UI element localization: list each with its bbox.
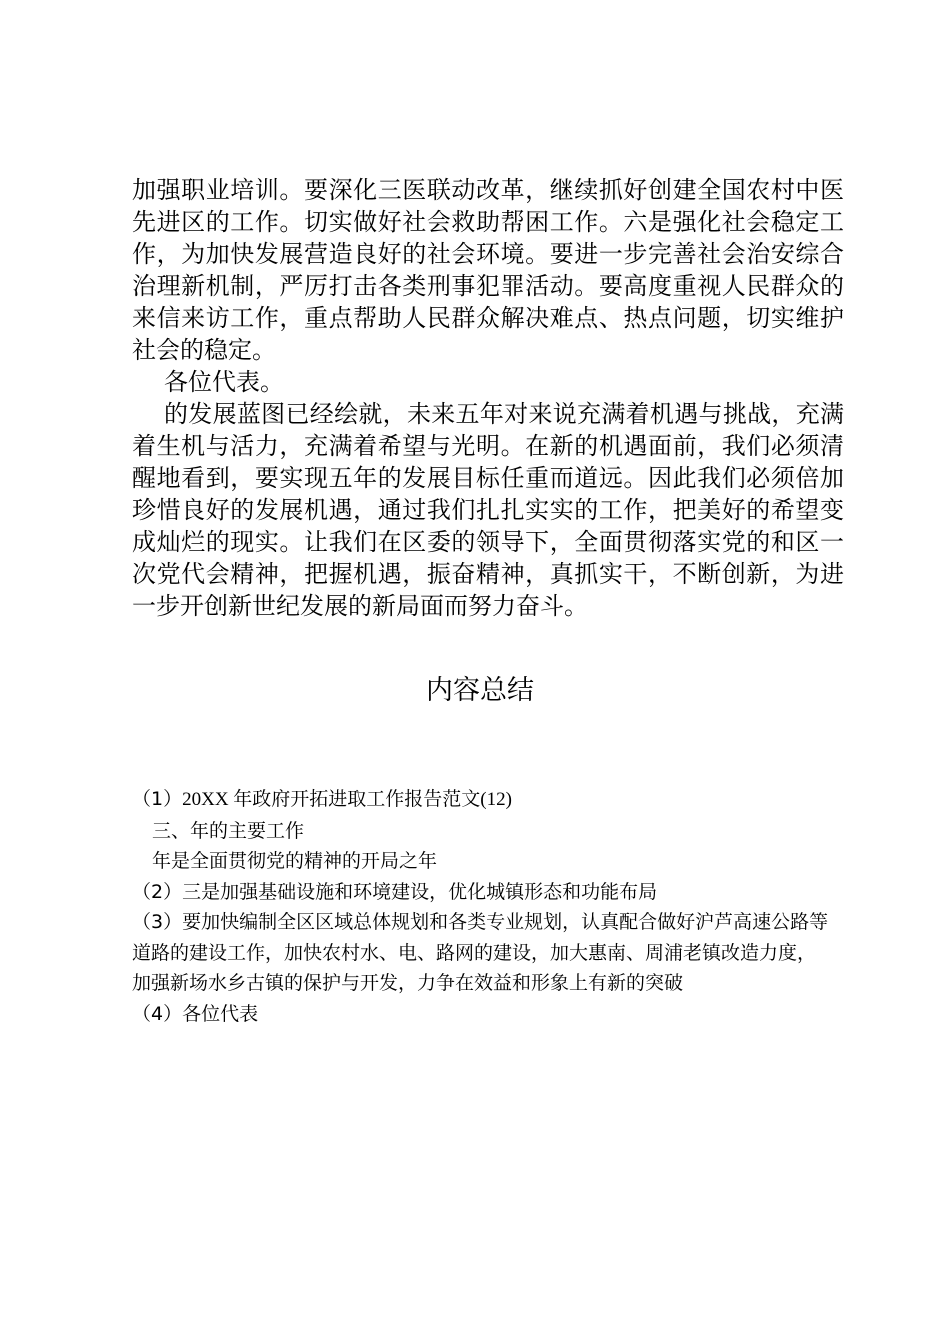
summary-item-text: 20XX 年政府开拓进取工作报告范文(12) — [182, 789, 512, 810]
summary-item-text: 年是全面贯彻党的精神的开局之年 — [152, 850, 438, 872]
body-paragraph: 加强职业培训。要深化三医联动改革，继续抓好创建全国农村中医先进区的工作。切实做好社会救助帮困工作。六是强化社会稳定工作，为加快发展营造良好的社会环境。要进一步完善社会治安综合治理新机制，严厉打击各类刑事犯罪活动。要高度重视人民群众的来信来访工作，重点帮助人民群众解决难点、热点问题，切实维护社会的稳定。 — [132, 176, 844, 364]
summary-item — [132, 907, 832, 999]
summary-item — [132, 999, 832, 1030]
summary-item-text: 三、年的主要工作 — [152, 819, 305, 842]
summary-item-text: 要加快编制全区区域总体规划和各类专业规划，认真配合做好沪芦高速公路等道路的建设工作，加快农村水、电、路网的建设，加大惠南、周浦老镇改造力度，加强新场水乡古镇的保护与开发，力争在效益和形象上有新的突破 — [132, 911, 829, 994]
summary-item-marker: （2） — [132, 880, 183, 903]
summary-item-text: 三是加强基础设施和环境建设，优化城镇形态和功能布局 — [182, 880, 658, 903]
body-paragraph: 各位代表。 — [164, 368, 284, 396]
document-body — [132, 174, 844, 622]
body-paragraph: 的发展蓝图已经绘就，未来五年对来说充满着机遇与挑战，充满着生机与活力，充满着希望与光明。在新的机遇面前，我们必须清醒地看到，要实现五年的发展目标任重而道远。因此我们必须倍加珍惜良好的发展机遇，通过我们扎扎实实的工作，把美好的希望变成灿烂的现实。让我们在区委的领导下，全面贯彻落实党的和区一次党代会精神，把握机遇，振奋精神，真抓实干，不断创新，为进一步开创新世纪发展的新局面而努力奋斗。 — [132, 400, 844, 620]
summary-item — [132, 877, 832, 908]
summary-list — [132, 784, 832, 1029]
summary-item-marker: （4） — [132, 1002, 183, 1025]
summary-title: 内容总结 — [426, 675, 534, 706]
summary-item-marker: （3） — [132, 911, 183, 933]
summary-item-marker: （1） — [132, 788, 183, 810]
summary-item — [132, 784, 832, 816]
summary-item — [132, 846, 832, 877]
summary-item-text: 各位代表 — [182, 1002, 259, 1025]
summary-item — [132, 816, 832, 847]
